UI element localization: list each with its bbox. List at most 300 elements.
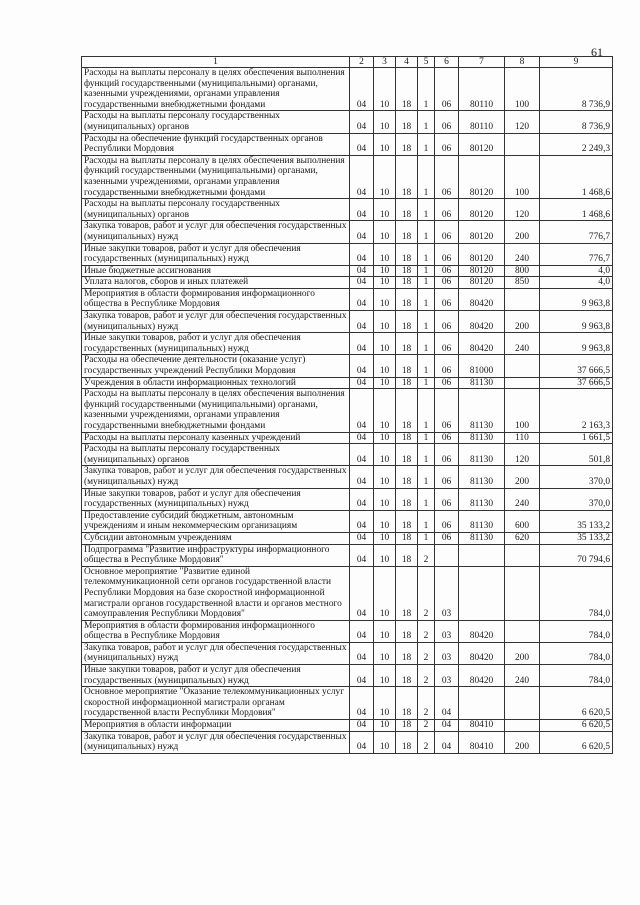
row-amount: 784,0 — [540, 566, 613, 620]
code-subprogram: 2 — [418, 566, 435, 620]
code-subsection: 18 — [396, 731, 418, 753]
code-min: 04 — [350, 466, 374, 488]
code-subprogram: 1 — [418, 510, 435, 532]
code-subsection: 18 — [396, 277, 418, 289]
code-expense-type: 100 — [505, 68, 540, 111]
code-expense-type: 800 — [505, 265, 540, 277]
row-name: Подпрограмма "Развитие инфраструктуры информационного общества в Республике Мордовия" — [82, 544, 350, 566]
row-name: Расходы на обеспечение функций государственных органов Республики Мордовия — [82, 133, 350, 155]
code-section: 10 — [374, 221, 396, 243]
code-subprogram: 2 — [418, 642, 435, 664]
code-section: 10 — [374, 566, 396, 620]
table-row — [82, 466, 613, 488]
code-min: 04 — [350, 288, 374, 310]
code-expense-type: 120 — [505, 111, 540, 133]
code-section: 10 — [374, 532, 396, 544]
code-subsection: 18 — [396, 288, 418, 310]
code-direction: 80120 — [459, 155, 505, 198]
row-name: Закупка товаров, работ и услуг для обеспечения государственных (муниципальных) нужд — [82, 221, 350, 243]
code-event: 06 — [435, 265, 459, 277]
code-subsection: 18 — [396, 199, 418, 221]
column-header: 6 — [435, 57, 459, 68]
row-amount: 4,0 — [540, 265, 613, 277]
code-min: 04 — [350, 731, 374, 753]
code-expense-type: 100 — [505, 389, 540, 432]
code-direction: 81130 — [459, 444, 505, 466]
row-amount: 776,7 — [540, 221, 613, 243]
code-expense-type: 100 — [505, 155, 540, 198]
row-name: Уплата налогов, сборов и иных платежей — [82, 277, 350, 289]
row-name: Основное мероприятие "Развитие единой телекоммуникационной сети органов государственной власти Республики Мордовия на базе скоростной информационной магистрали органов государственной власти и органов местного самоуправления Республики Мордовия" — [82, 566, 350, 620]
code-subprogram: 2 — [418, 620, 435, 642]
code-direction: 81000 — [459, 355, 505, 377]
row-amount: 6 620,5 — [540, 720, 613, 732]
table-row — [82, 133, 613, 155]
table-row — [82, 544, 613, 566]
column-header: 2 — [350, 57, 374, 68]
table-row — [82, 665, 613, 687]
code-subsection: 18 — [396, 620, 418, 642]
column-header: 1 — [82, 57, 350, 68]
code-min: 04 — [350, 532, 374, 544]
code-event: 03 — [435, 642, 459, 664]
code-subsection: 18 — [396, 687, 418, 720]
row-name: Расходы на выплаты персоналу казенных учреждений — [82, 432, 350, 444]
row-amount: 37 666,5 — [540, 355, 613, 377]
code-direction: 80120 — [459, 265, 505, 277]
table-row — [82, 377, 613, 389]
code-subsection: 18 — [396, 311, 418, 333]
code-event: 06 — [435, 466, 459, 488]
code-direction: 80120 — [459, 199, 505, 221]
code-min: 04 — [350, 68, 374, 111]
table-row — [82, 311, 613, 333]
row-amount: 501,8 — [540, 444, 613, 466]
code-expense-type: 240 — [505, 488, 540, 510]
code-min: 04 — [350, 311, 374, 333]
row-name: Иные закупки товаров, работ и услуг для обеспечения государственных (муниципальных) нужд — [82, 333, 350, 355]
code-subsection: 18 — [396, 642, 418, 664]
code-direction: 80110 — [459, 68, 505, 111]
table-row — [82, 510, 613, 532]
table-row — [82, 243, 613, 265]
table-row — [82, 687, 613, 720]
row-name: Учреждения в области информационных технологий — [82, 377, 350, 389]
row-amount: 1 661,5 — [540, 432, 613, 444]
table-row — [82, 221, 613, 243]
table-row — [82, 155, 613, 198]
code-event: 06 — [435, 532, 459, 544]
code-min: 04 — [350, 199, 374, 221]
code-subsection: 18 — [396, 133, 418, 155]
code-expense-type — [505, 720, 540, 732]
table-row — [82, 620, 613, 642]
code-event — [435, 544, 459, 566]
code-subsection: 18 — [396, 243, 418, 265]
code-subsection: 18 — [396, 377, 418, 389]
code-direction: 81130 — [459, 389, 505, 432]
code-event: 06 — [435, 355, 459, 377]
code-section: 10 — [374, 731, 396, 753]
row-amount: 9 963,8 — [540, 333, 613, 355]
code-event: 06 — [435, 155, 459, 198]
code-direction: 80120 — [459, 243, 505, 265]
table-row — [82, 444, 613, 466]
code-subsection: 18 — [396, 544, 418, 566]
row-name: Иные закупки товаров, работ и услуг для обеспечения государственных (муниципальных) нужд — [82, 665, 350, 687]
code-direction: 80110 — [459, 111, 505, 133]
row-name: Закупка товаров, работ и услуг для обеспечения государственных (муниципальных) нужд — [82, 466, 350, 488]
code-min: 04 — [350, 243, 374, 265]
code-subprogram: 1 — [418, 466, 435, 488]
code-expense-type: 200 — [505, 642, 540, 664]
code-event: 06 — [435, 277, 459, 289]
code-expense-type: 110 — [505, 432, 540, 444]
code-min: 04 — [350, 687, 374, 720]
row-amount: 37 666,5 — [540, 377, 613, 389]
row-amount: 1 468,6 — [540, 155, 613, 198]
code-subprogram: 1 — [418, 389, 435, 432]
code-section: 10 — [374, 642, 396, 664]
code-expense-type — [505, 544, 540, 566]
code-min: 04 — [350, 155, 374, 198]
code-section: 10 — [374, 288, 396, 310]
code-min: 04 — [350, 133, 374, 155]
table-row — [82, 720, 613, 732]
row-amount: 9 963,8 — [540, 311, 613, 333]
code-subprogram: 1 — [418, 377, 435, 389]
code-expense-type — [505, 566, 540, 620]
code-expense-type: 850 — [505, 277, 540, 289]
code-direction: 81130 — [459, 488, 505, 510]
code-direction: 81130 — [459, 510, 505, 532]
code-expense-type: 240 — [505, 665, 540, 687]
code-subprogram: 1 — [418, 265, 435, 277]
code-subprogram: 2 — [418, 687, 435, 720]
code-min: 04 — [350, 355, 374, 377]
table-row — [82, 277, 613, 289]
code-min: 04 — [350, 432, 374, 444]
code-subsection: 18 — [396, 389, 418, 432]
row-name: Мероприятия в области формирования информационного общества в Республике Мордовия — [82, 288, 350, 310]
code-section: 10 — [374, 265, 396, 277]
code-event: 06 — [435, 389, 459, 432]
row-name: Расходы на выплаты персоналу государственных (муниципальных) органов — [82, 199, 350, 221]
column-header: 7 — [459, 57, 505, 68]
row-amount: 784,0 — [540, 642, 613, 664]
code-event: 06 — [435, 432, 459, 444]
code-direction: 81130 — [459, 377, 505, 389]
table-header-row — [82, 57, 613, 68]
code-event: 06 — [435, 333, 459, 355]
table-row — [82, 488, 613, 510]
code-min: 04 — [350, 389, 374, 432]
code-subsection: 18 — [396, 333, 418, 355]
row-name: Расходы на выплаты персоналу государственных (муниципальных) органов — [82, 111, 350, 133]
code-expense-type: 120 — [505, 199, 540, 221]
row-amount: 784,0 — [540, 620, 613, 642]
code-direction: 80420 — [459, 665, 505, 687]
code-subsection: 18 — [396, 111, 418, 133]
code-expense-type: 620 — [505, 532, 540, 544]
code-subsection: 18 — [396, 155, 418, 198]
code-direction — [459, 544, 505, 566]
row-name: Расходы на обеспечение деятельности (оказание услуг) государственных учреждений Республики Мордовия — [82, 355, 350, 377]
row-amount: 6 620,5 — [540, 731, 613, 753]
table-row — [82, 566, 613, 620]
code-direction: 80420 — [459, 642, 505, 664]
row-amount: 370,0 — [540, 488, 613, 510]
code-event: 06 — [435, 133, 459, 155]
row-amount: 70 794,6 — [540, 544, 613, 566]
column-header: 9 — [540, 57, 613, 68]
code-direction: 80410 — [459, 720, 505, 732]
row-name: Закупка товаров, работ и услуг для обеспечения государственных (муниципальных) нужд — [82, 731, 350, 753]
code-subprogram: 1 — [418, 311, 435, 333]
row-amount: 6 620,5 — [540, 687, 613, 720]
code-direction: 80120 — [459, 221, 505, 243]
code-min: 04 — [350, 620, 374, 642]
code-subprogram: 1 — [418, 277, 435, 289]
row-amount: 776,7 — [540, 243, 613, 265]
row-amount: 4,0 — [540, 277, 613, 289]
code-section: 10 — [374, 311, 396, 333]
code-expense-type: 200 — [505, 731, 540, 753]
table-row — [82, 199, 613, 221]
code-min: 04 — [350, 720, 374, 732]
code-direction: 80410 — [459, 731, 505, 753]
code-subprogram: 2 — [418, 665, 435, 687]
row-name: Закупка товаров, работ и услуг для обеспечения государственных (муниципальных) нужд — [82, 311, 350, 333]
budget-table — [81, 56, 613, 754]
table-row — [82, 111, 613, 133]
code-subsection: 18 — [396, 68, 418, 111]
code-section: 10 — [374, 277, 396, 289]
code-subsection: 18 — [396, 532, 418, 544]
code-subprogram: 1 — [418, 111, 435, 133]
code-subsection: 18 — [396, 355, 418, 377]
row-name: Закупка товаров, работ и услуг для обеспечения государственных (муниципальных) нужд — [82, 642, 350, 664]
table-row — [82, 355, 613, 377]
row-amount: 784,0 — [540, 665, 613, 687]
code-section: 10 — [374, 665, 396, 687]
column-header: 5 — [418, 57, 435, 68]
table-row — [82, 265, 613, 277]
code-expense-type: 120 — [505, 444, 540, 466]
code-subprogram: 2 — [418, 544, 435, 566]
code-subsection: 18 — [396, 665, 418, 687]
code-subsection: 18 — [396, 510, 418, 532]
table-row — [82, 389, 613, 432]
code-section: 10 — [374, 488, 396, 510]
code-section: 10 — [374, 155, 396, 198]
code-event: 03 — [435, 566, 459, 620]
code-subprogram: 1 — [418, 355, 435, 377]
code-event: 06 — [435, 488, 459, 510]
code-event: 03 — [435, 665, 459, 687]
table-row — [82, 642, 613, 664]
row-name: Мероприятия в области информации — [82, 720, 350, 732]
code-section: 10 — [374, 243, 396, 265]
code-section: 10 — [374, 620, 396, 642]
code-subprogram: 1 — [418, 155, 435, 198]
code-subprogram: 1 — [418, 444, 435, 466]
code-subsection: 18 — [396, 566, 418, 620]
row-amount: 2 249,3 — [540, 133, 613, 155]
code-min: 04 — [350, 333, 374, 355]
code-section: 10 — [374, 389, 396, 432]
column-header: 8 — [505, 57, 540, 68]
code-direction: 81130 — [459, 532, 505, 544]
code-min: 04 — [350, 544, 374, 566]
code-expense-type: 240 — [505, 243, 540, 265]
code-section: 10 — [374, 377, 396, 389]
code-subsection: 18 — [396, 720, 418, 732]
code-direction: 80120 — [459, 277, 505, 289]
table-row — [82, 68, 613, 111]
table-row — [82, 731, 613, 753]
code-section: 10 — [374, 355, 396, 377]
code-section: 10 — [374, 133, 396, 155]
code-subprogram: 2 — [418, 731, 435, 753]
code-direction: 80420 — [459, 311, 505, 333]
code-section: 10 — [374, 544, 396, 566]
code-section: 10 — [374, 111, 396, 133]
code-event: 06 — [435, 243, 459, 265]
code-subprogram: 1 — [418, 333, 435, 355]
row-name: Иные закупки товаров, работ и услуг для обеспечения государственных (муниципальных) нужд — [82, 243, 350, 265]
column-header: 4 — [396, 57, 418, 68]
code-subprogram: 1 — [418, 133, 435, 155]
code-min: 04 — [350, 377, 374, 389]
row-name: Мероприятия в области формирования информационного общества в Республике Мордовия — [82, 620, 350, 642]
code-event: 06 — [435, 221, 459, 243]
code-subsection: 18 — [396, 488, 418, 510]
code-event: 04 — [435, 731, 459, 753]
code-min: 04 — [350, 642, 374, 664]
row-amount: 8 736,9 — [540, 68, 613, 111]
code-min: 04 — [350, 277, 374, 289]
code-subsection: 18 — [396, 221, 418, 243]
code-event: 04 — [435, 687, 459, 720]
code-event: 06 — [435, 377, 459, 389]
code-expense-type — [505, 133, 540, 155]
code-subprogram: 1 — [418, 243, 435, 265]
code-direction: 80420 — [459, 288, 505, 310]
code-expense-type: 600 — [505, 510, 540, 532]
row-amount: 9 963,8 — [540, 288, 613, 310]
row-amount: 35 133,2 — [540, 510, 613, 532]
code-section: 10 — [374, 199, 396, 221]
code-expense-type: 240 — [505, 333, 540, 355]
code-direction — [459, 566, 505, 620]
code-section: 10 — [374, 510, 396, 532]
code-expense-type — [505, 687, 540, 720]
page-number: 61 — [591, 45, 603, 59]
row-name: Субсидии автономным учреждениям — [82, 532, 350, 544]
code-section: 10 — [374, 432, 396, 444]
code-direction — [459, 687, 505, 720]
code-expense-type: 200 — [505, 466, 540, 488]
code-subsection: 18 — [396, 432, 418, 444]
code-expense-type: 200 — [505, 311, 540, 333]
code-expense-type — [505, 288, 540, 310]
row-name: Основное мероприятие "Оказание телекоммуникационных услуг скоростной информационной магистрали органам государственной власти Республики Мордовия" — [82, 687, 350, 720]
code-min: 04 — [350, 488, 374, 510]
code-subprogram: 1 — [418, 68, 435, 111]
row-amount: 8 736,9 — [540, 111, 613, 133]
code-section: 10 — [374, 444, 396, 466]
code-event: 04 — [435, 720, 459, 732]
code-subprogram: 1 — [418, 532, 435, 544]
row-amount: 370,0 — [540, 466, 613, 488]
code-subsection: 18 — [396, 466, 418, 488]
code-min: 04 — [350, 510, 374, 532]
row-name: Расходы на выплаты персоналу в целях обеспечения выполнения функций государственными (муниципальными) органами, казенными учреждениями, органами управления государственными внебюджетными фондами — [82, 155, 350, 198]
code-expense-type — [505, 620, 540, 642]
row-name: Расходы на выплаты персоналу государственных (муниципальных) органов — [82, 444, 350, 466]
code-min: 04 — [350, 566, 374, 620]
code-direction: 80120 — [459, 133, 505, 155]
code-min: 04 — [350, 665, 374, 687]
code-expense-type: 200 — [505, 221, 540, 243]
code-event: 06 — [435, 311, 459, 333]
code-section: 10 — [374, 68, 396, 111]
code-subprogram: 2 — [418, 720, 435, 732]
code-section: 10 — [374, 687, 396, 720]
column-header: 3 — [374, 57, 396, 68]
code-min: 04 — [350, 111, 374, 133]
row-name: Расходы на выплаты персоналу в целях обеспечения выполнения функций государственными (муниципальными) органами, казенными учреждениями, органами управления государственными внебюджетными фондами — [82, 389, 350, 432]
code-direction: 81130 — [459, 432, 505, 444]
table-row — [82, 532, 613, 544]
row-name: Предоставление субсидий бюджетным, автономным учреждениям и иным некоммерческим организациям — [82, 510, 350, 532]
code-direction: 80420 — [459, 333, 505, 355]
code-subsection: 18 — [396, 444, 418, 466]
code-event: 06 — [435, 288, 459, 310]
code-subprogram: 1 — [418, 488, 435, 510]
code-subprogram: 1 — [418, 221, 435, 243]
code-min: 04 — [350, 444, 374, 466]
code-expense-type — [505, 355, 540, 377]
code-event: 06 — [435, 444, 459, 466]
code-event: 06 — [435, 510, 459, 532]
table-row — [82, 432, 613, 444]
code-event: 06 — [435, 68, 459, 111]
row-amount: 1 468,6 — [540, 199, 613, 221]
code-subprogram: 1 — [418, 432, 435, 444]
code-expense-type — [505, 377, 540, 389]
code-event: 06 — [435, 199, 459, 221]
code-direction: 80420 — [459, 620, 505, 642]
code-subprogram: 1 — [418, 199, 435, 221]
code-section: 10 — [374, 466, 396, 488]
row-name: Расходы на выплаты персоналу в целях обеспечения выполнения функций государственными (муниципальными) органами, казенными учреждениями, органами управления государственными внебюджетными фондами — [82, 68, 350, 111]
table-row — [82, 333, 613, 355]
code-subprogram: 1 — [418, 288, 435, 310]
row-name: Иные закупки товаров, работ и услуг для обеспечения государственных (муниципальных) нужд — [82, 488, 350, 510]
row-amount: 35 133,2 — [540, 532, 613, 544]
code-min: 04 — [350, 221, 374, 243]
code-subsection: 18 — [396, 265, 418, 277]
row-amount: 2 163,3 — [540, 389, 613, 432]
table-row — [82, 288, 613, 310]
row-name: Иные бюджетные ассигнования — [82, 265, 350, 277]
code-event: 03 — [435, 620, 459, 642]
code-min: 04 — [350, 265, 374, 277]
code-section: 10 — [374, 720, 396, 732]
code-direction: 81130 — [459, 466, 505, 488]
